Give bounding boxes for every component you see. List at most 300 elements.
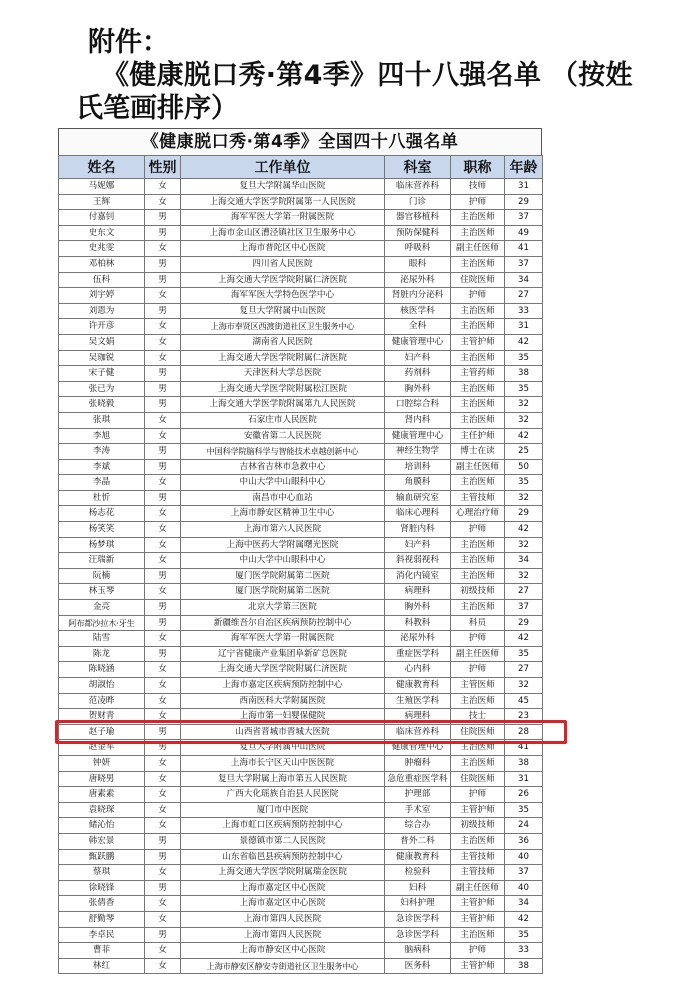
- cell-workplace: 广西大化瑶族自治县人民医院: [181, 787, 385, 803]
- cell-department: 妇科: [385, 880, 451, 896]
- table-title: 《健康脱口秀·第4季》全国四十八强名单: [58, 128, 542, 155]
- cell-title: 护师: [451, 194, 505, 210]
- cell-title: 主治医师: [451, 693, 505, 709]
- cell-workplace: 上海交通大学医学院附属仁济医院: [181, 662, 385, 678]
- cell-workplace: 上海市静安区中心医院: [181, 943, 385, 959]
- cell-title: 护师: [451, 662, 505, 678]
- cell-workplace: 海军军医大学特色医学中心: [181, 288, 385, 304]
- cell-title: 主治医师: [451, 210, 505, 226]
- cell-title: 护师: [451, 522, 505, 538]
- cell-name: 林玉琴: [59, 584, 145, 600]
- table-row: [59, 444, 543, 460]
- cell-age: 38: [505, 366, 543, 382]
- cell-age: 31: [505, 771, 543, 787]
- cell-name: 韩宏景: [59, 833, 145, 849]
- cell-title: 主管技师: [451, 490, 505, 506]
- cell-title: 科员: [451, 615, 505, 631]
- cell-workplace: 厦门医学院附属第二医院: [181, 584, 385, 600]
- table-row: [59, 849, 543, 865]
- cell-gender: 女: [145, 662, 181, 678]
- cell-workplace: 天津医科大学总医院: [181, 366, 385, 382]
- cell-workplace: 上海交通大学医学院附属仁济医院: [181, 272, 385, 288]
- cell-workplace: 上海市静安区静安寺街道社区卫生服务中心: [181, 958, 385, 974]
- cell-department: 肾脏内分泌科: [385, 288, 451, 304]
- cell-department: 临床心理科: [385, 506, 451, 522]
- cell-age: 38: [505, 755, 543, 771]
- table-row: [59, 911, 543, 927]
- cell-department: 医务科: [385, 958, 451, 974]
- cell-workplace: 上海市金山区漕泾镇社区卫生服务中心: [181, 225, 385, 241]
- cell-gender: 女: [145, 771, 181, 787]
- cell-age: 38: [505, 958, 543, 974]
- cell-workplace: 吉林省吉林市急救中心: [181, 459, 385, 475]
- cell-title: 主治医师: [451, 553, 505, 569]
- cell-workplace: 上海市第六人民医院: [181, 522, 385, 538]
- cell-name: 杨笑笑: [59, 522, 145, 538]
- cell-age: 35: [505, 350, 543, 366]
- cell-name: 赵金军: [59, 740, 145, 756]
- cell-gender: 男: [145, 740, 181, 756]
- cell-workplace: 上海交通大学医学院附属第一人民医院: [181, 194, 385, 210]
- table-row: [59, 771, 543, 787]
- cell-gender: 女: [145, 943, 181, 959]
- cell-title: 主治医师: [451, 412, 505, 428]
- table-row: [59, 272, 543, 288]
- cell-department: 健康管理中心: [385, 740, 451, 756]
- cell-name: 曹菲: [59, 943, 145, 959]
- heading-annex-label: 附件：: [88, 27, 169, 58]
- cell-age: 32: [505, 490, 543, 506]
- cell-department: 泌尿外科: [385, 272, 451, 288]
- cell-title: 住院医师: [451, 724, 505, 740]
- cell-gender: 男: [145, 225, 181, 241]
- cell-name: 吴文娟: [59, 334, 145, 350]
- cell-gender: 女: [145, 631, 181, 647]
- table-row: [59, 615, 543, 631]
- cell-department: 急诊医学科: [385, 927, 451, 943]
- cell-workplace: 山东省临邑县疾病预防控制中心: [181, 849, 385, 865]
- cell-name: 李晶: [59, 475, 145, 491]
- cell-age: 42: [505, 428, 543, 444]
- cell-title: 住院医师: [451, 272, 505, 288]
- cell-gender: 男: [145, 927, 181, 943]
- cell-title: 初级技师: [451, 584, 505, 600]
- table-row: [59, 288, 543, 304]
- table-row: [59, 506, 543, 522]
- cell-name: 张琪: [59, 412, 145, 428]
- cell-age: 27: [505, 584, 543, 600]
- cell-name: 唐晓男: [59, 771, 145, 787]
- table-row: [59, 646, 543, 662]
- cell-gender: 女: [145, 693, 181, 709]
- table-row: [59, 350, 543, 366]
- cell-gender: 女: [145, 412, 181, 428]
- cell-workplace: 北京大学第三医院: [181, 600, 385, 616]
- cell-workplace: 上海市嘉定区中心医院: [181, 880, 385, 896]
- cell-department: 妇科护理: [385, 896, 451, 912]
- cell-workplace: 上海市嘉定区疾病预防控制中心: [181, 678, 385, 694]
- cell-name: 汪瑞新: [59, 553, 145, 569]
- cell-gender: 男: [145, 490, 181, 506]
- cell-title: 住院医师: [451, 771, 505, 787]
- cell-title: 主治医师: [451, 600, 505, 616]
- cell-gender: 男: [145, 833, 181, 849]
- cell-title: 副主任医师: [451, 459, 505, 475]
- cell-workplace: 厦门市中医院: [181, 802, 385, 818]
- cell-age: 32: [505, 397, 543, 413]
- table-row: [59, 755, 543, 771]
- cell-workplace: 中山大学中山眼科中心: [181, 475, 385, 491]
- cell-age: 34: [505, 272, 543, 288]
- table-row: [59, 475, 543, 491]
- cell-name: 储沁怡: [59, 818, 145, 834]
- cell-workplace: 上海市普陀区中心医院: [181, 241, 385, 257]
- cell-age: 42: [505, 334, 543, 350]
- cell-gender: 女: [145, 787, 181, 803]
- cell-department: 输血研究室: [385, 490, 451, 506]
- table-row: [59, 537, 543, 553]
- cell-age: 40: [505, 880, 543, 896]
- cell-title: 主治医师: [451, 350, 505, 366]
- cell-department: 胸外科: [385, 381, 451, 397]
- cell-department: 核医学科: [385, 303, 451, 319]
- cell-title: 主治医师: [451, 397, 505, 413]
- cell-gender: 男: [145, 210, 181, 226]
- cell-gender: 男: [145, 256, 181, 272]
- cell-gender: 女: [145, 553, 181, 569]
- table-row: [59, 303, 543, 319]
- table-row: [59, 553, 543, 569]
- cell-name: 胡淑怡: [59, 678, 145, 694]
- cell-name: 陆雪: [59, 631, 145, 647]
- cell-name: 杨梦琪: [59, 537, 145, 553]
- cell-name: 张已为: [59, 381, 145, 397]
- cell-gender: 男: [145, 724, 181, 740]
- cell-gender: 女: [145, 865, 181, 881]
- highlight-box: [55, 720, 567, 744]
- cell-department: 泌尿外科: [385, 631, 451, 647]
- cell-department: 健康教育科: [385, 678, 451, 694]
- cell-department: 角膜科: [385, 475, 451, 491]
- cell-department: 妇产科: [385, 350, 451, 366]
- cell-name: 张晓毅: [59, 397, 145, 413]
- cell-department: 预防保健科: [385, 225, 451, 241]
- table-row: [59, 865, 543, 881]
- cell-title: 副主任医师: [451, 880, 505, 896]
- column-header-department: 科室: [385, 156, 451, 179]
- table-row: [59, 802, 543, 818]
- cell-name: 吴珈锐: [59, 350, 145, 366]
- cell-age: 37: [505, 210, 543, 226]
- cell-workplace: 四川省人民医院: [181, 256, 385, 272]
- cell-name: 阮楠: [59, 568, 145, 584]
- column-header-gender: 性别: [145, 156, 181, 179]
- table-row: [59, 522, 543, 538]
- cell-department: 科教科: [385, 615, 451, 631]
- cell-department: 消化内镜室: [385, 568, 451, 584]
- cell-title: 主管护师: [451, 334, 505, 350]
- table-row: [59, 958, 543, 974]
- cell-department: 心内科: [385, 662, 451, 678]
- cell-age: 41: [505, 241, 543, 257]
- cell-name: 唐素素: [59, 787, 145, 803]
- cell-age: 32: [505, 568, 543, 584]
- cell-name: 钟妍: [59, 755, 145, 771]
- cell-title: 技士: [451, 709, 505, 725]
- cell-department: 妇产科: [385, 537, 451, 553]
- cell-gender: 女: [145, 475, 181, 491]
- cell-title: 护师: [451, 787, 505, 803]
- table-row: [59, 381, 543, 397]
- cell-age: 26: [505, 787, 543, 803]
- cell-name: 史东文: [59, 225, 145, 241]
- cell-title: 技师: [451, 179, 505, 195]
- cell-gender: 女: [145, 958, 181, 974]
- cell-gender: 女: [145, 818, 181, 834]
- cell-department: 斜视弱视科: [385, 553, 451, 569]
- cell-gender: 女: [145, 896, 181, 912]
- cell-name: 邓柏林: [59, 256, 145, 272]
- cell-title: 主治医师: [451, 475, 505, 491]
- cell-age: 32: [505, 537, 543, 553]
- table-row: [59, 490, 543, 506]
- cell-title: 主管技师: [451, 865, 505, 881]
- cell-gender: 男: [145, 615, 181, 631]
- cell-name: 李旭: [59, 428, 145, 444]
- cell-gender: 男: [145, 849, 181, 865]
- table-row: [59, 631, 543, 647]
- table-row: [59, 678, 543, 694]
- cell-title: 主治医师: [451, 319, 505, 335]
- cell-age: 28: [505, 724, 543, 740]
- cell-department: 肿瘤科: [385, 755, 451, 771]
- cell-title: 主管技师: [451, 849, 505, 865]
- cell-title: 主管护师: [451, 802, 505, 818]
- cell-age: 29: [505, 615, 543, 631]
- cell-name: 刘恩为: [59, 303, 145, 319]
- cell-age: 25: [505, 444, 543, 460]
- cell-title: 主治医师: [451, 381, 505, 397]
- cell-title: 初级技师: [451, 818, 505, 834]
- cell-age: 35: [505, 475, 543, 491]
- table-body: [59, 179, 543, 974]
- table-row: [59, 225, 543, 241]
- cell-gender: 男: [145, 366, 181, 382]
- table-row: [59, 833, 543, 849]
- heading-title-line-2: 氏笔画排序）: [76, 93, 238, 124]
- cell-name: 赵子瑜: [59, 724, 145, 740]
- cell-department: 健康管理中心: [385, 428, 451, 444]
- cell-title: 主治医师: [451, 225, 505, 241]
- cell-gender: 男: [145, 303, 181, 319]
- cell-title: 护师: [451, 288, 505, 304]
- cell-gender: 女: [145, 350, 181, 366]
- cell-gender: 女: [145, 802, 181, 818]
- table-row: [59, 787, 543, 803]
- cell-name: 李斌: [59, 459, 145, 475]
- document-heading: [68, 26, 688, 125]
- cell-department: 手术室: [385, 802, 451, 818]
- cell-title: 心理治疗师: [451, 506, 505, 522]
- cell-gender: 女: [145, 537, 181, 553]
- cell-gender: 男: [145, 600, 181, 616]
- cell-name: 李卓民: [59, 927, 145, 943]
- table-row: [59, 896, 543, 912]
- cell-department: 临床营养科: [385, 179, 451, 195]
- cell-name: 舒勤琴: [59, 911, 145, 927]
- cell-department: 肾内科: [385, 412, 451, 428]
- cell-workplace: 山西省晋城市晋城大医院: [181, 724, 385, 740]
- table-row: [59, 880, 543, 896]
- cell-gender: 女: [145, 755, 181, 771]
- cell-name: 李涛: [59, 444, 145, 460]
- cell-department: 全科: [385, 319, 451, 335]
- cell-title: 主治医师: [451, 927, 505, 943]
- cell-name: 甄跃鹏: [59, 849, 145, 865]
- cell-department: 门诊: [385, 194, 451, 210]
- column-header-workplace: 工作单位: [181, 156, 385, 179]
- cell-workplace: 复旦大学附属上海市第五人民医院: [181, 771, 385, 787]
- cell-age: 42: [505, 631, 543, 647]
- cell-workplace: 厦门医学院附属第二医院: [181, 568, 385, 584]
- cell-name: 史兆雯: [59, 241, 145, 257]
- cell-title: 副主任医师: [451, 646, 505, 662]
- cell-age: 45: [505, 693, 543, 709]
- cell-workplace: 景德镇市第二人民医院: [181, 833, 385, 849]
- column-header-title: 职称: [451, 156, 505, 179]
- cell-department: 眼科: [385, 256, 451, 272]
- cell-name: 阿布都沙拉木·牙生: [59, 615, 145, 631]
- cell-age: 33: [505, 943, 543, 959]
- cell-department: 综合办: [385, 818, 451, 834]
- column-header-name: 姓名: [59, 156, 145, 179]
- cell-title: 主治医师: [451, 755, 505, 771]
- cell-workplace: 复旦大学附属中山医院: [181, 303, 385, 319]
- cell-name: 马妮娜: [59, 179, 145, 195]
- cell-department: 临床营养科: [385, 724, 451, 740]
- cell-age: 50: [505, 459, 543, 475]
- cell-age: 23: [505, 709, 543, 725]
- cell-department: 肾脏内科: [385, 522, 451, 538]
- cell-workplace: 湖南省人民医院: [181, 334, 385, 350]
- table-row: [59, 584, 543, 600]
- cell-title: 博士在读: [451, 444, 505, 460]
- cell-age: 27: [505, 662, 543, 678]
- cell-workplace: 新疆维吾尔自治区疾病预防控制中心: [181, 615, 385, 631]
- cell-workplace: 上海交通大学医学院附属第九人民医院: [181, 397, 385, 413]
- table-row: [59, 366, 543, 382]
- cell-department: 重症医学科: [385, 646, 451, 662]
- cell-gender: 男: [145, 272, 181, 288]
- cell-age: 41: [505, 740, 543, 756]
- table-row: [59, 943, 543, 959]
- cell-workplace: 上海市静安区精神卫生中心: [181, 506, 385, 522]
- cell-title: 主治医师: [451, 740, 505, 756]
- cell-name: 金亮: [59, 600, 145, 616]
- cell-gender: 女: [145, 522, 181, 538]
- cell-age: 34: [505, 896, 543, 912]
- table-row: [59, 179, 543, 195]
- cell-age: 36: [505, 833, 543, 849]
- cell-gender: 男: [145, 459, 181, 475]
- cell-department: 健康教育科: [385, 849, 451, 865]
- cell-age: 29: [505, 506, 543, 522]
- cell-age: 35: [505, 802, 543, 818]
- cell-age: 40: [505, 849, 543, 865]
- cell-department: 药剂科: [385, 366, 451, 382]
- cell-name: 付嘉钊: [59, 210, 145, 226]
- cell-title: 护师: [451, 631, 505, 647]
- cell-gender: 男: [145, 381, 181, 397]
- cell-age: 49: [505, 225, 543, 241]
- cell-gender: 女: [145, 334, 181, 350]
- cell-name: 杜忻: [59, 490, 145, 506]
- cell-department: 生殖医学科: [385, 693, 451, 709]
- column-header-age: 年龄: [505, 156, 543, 179]
- cell-workplace: 西南医科大学附属医院: [181, 693, 385, 709]
- cell-gender: 女: [145, 678, 181, 694]
- cell-gender: 女: [145, 288, 181, 304]
- cell-gender: 女: [145, 179, 181, 195]
- cell-department: 病理科: [385, 709, 451, 725]
- cell-age: 33: [505, 303, 543, 319]
- cell-title: 主管护师: [451, 958, 505, 974]
- table-header-row: [59, 156, 543, 179]
- cell-title: 主治医师: [451, 537, 505, 553]
- finalists-table: [58, 155, 543, 974]
- cell-name: 张倩香: [59, 896, 145, 912]
- heading-title-line: 《健康脱口秀·第4季》四十八强名单 （按姓: [102, 60, 633, 91]
- cell-department: 脑病科: [385, 943, 451, 959]
- table-row: [59, 241, 543, 257]
- table-row: [59, 412, 543, 428]
- cell-workplace: 中国科学院脑科学与智能技术卓越创新中心: [181, 444, 385, 460]
- cell-gender: 男: [145, 646, 181, 662]
- cell-department: 普外二科: [385, 833, 451, 849]
- cell-gender: 女: [145, 911, 181, 927]
- cell-gender: 女: [145, 584, 181, 600]
- cell-department: 呼吸科: [385, 241, 451, 257]
- cell-age: 37: [505, 256, 543, 272]
- cell-age: 24: [505, 818, 543, 834]
- cell-age: 27: [505, 288, 543, 304]
- cell-name: 袁晓琛: [59, 802, 145, 818]
- cell-workplace: 上海市第四人民医院: [181, 911, 385, 927]
- cell-department: 器官移植科: [385, 210, 451, 226]
- table-row: [59, 256, 543, 272]
- cell-workplace: 海军军医大学第一附属医院: [181, 210, 385, 226]
- cell-age: 42: [505, 911, 543, 927]
- table-row: [59, 568, 543, 584]
- cell-workplace: 上海交通大学医学院附属仁济医院: [181, 350, 385, 366]
- cell-workplace: 石家庄市人民医院: [181, 412, 385, 428]
- cell-department: 护理部: [385, 787, 451, 803]
- cell-age: 31: [505, 319, 543, 335]
- cell-gender: 女: [145, 506, 181, 522]
- cell-title: 主治医师: [451, 256, 505, 272]
- cell-age: 37: [505, 600, 543, 616]
- cell-name: 陈龙: [59, 646, 145, 662]
- cell-name: 陈晓涵: [59, 662, 145, 678]
- cell-title: 主管护师: [451, 896, 505, 912]
- cell-gender: 女: [145, 241, 181, 257]
- cell-name: 林红: [59, 958, 145, 974]
- cell-workplace: 上海中医药大学附属曙光医院: [181, 537, 385, 553]
- cell-title: 主任护师: [451, 428, 505, 444]
- table-row: [59, 818, 543, 834]
- cell-age: 32: [505, 678, 543, 694]
- cell-name: 贺财青: [59, 709, 145, 725]
